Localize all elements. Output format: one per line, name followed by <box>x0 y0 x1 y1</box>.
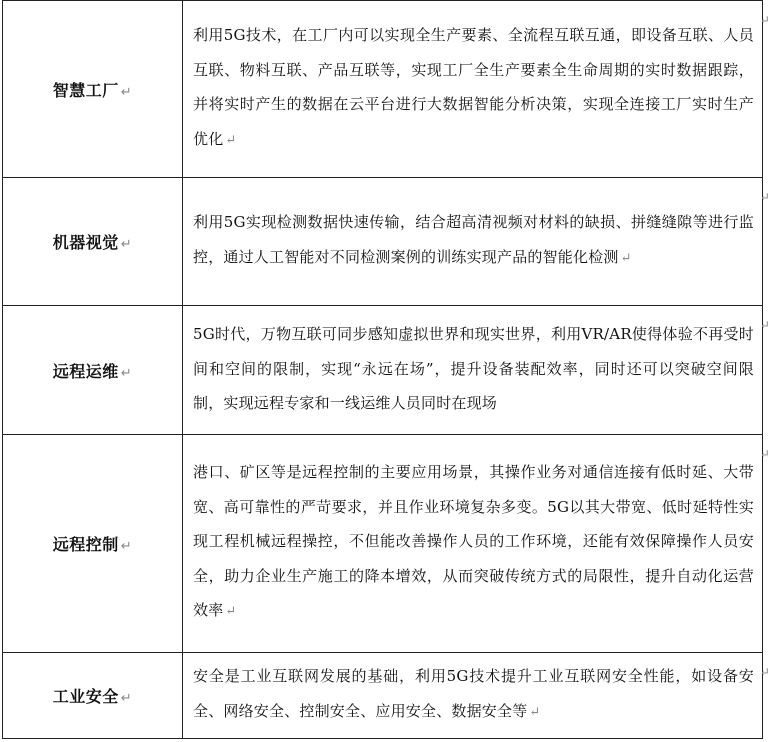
paragraph-mark-icon: ↵ <box>225 604 237 620</box>
description-cell <box>183 306 770 435</box>
description-cell <box>183 178 770 306</box>
term-label: 机器视觉 <box>52 233 119 252</box>
description-text: 利用5G实现检测数据快速传输，结合超高清视频对材料的缺损、拼缝缝隙等进行监控，通过人工智能对不同检测案例的训练实现产品的智能化检测 <box>193 213 754 266</box>
table-row <box>3 306 763 435</box>
term-cell <box>3 178 183 306</box>
paragraph-mark-icon: ↵ <box>120 365 133 381</box>
paragraph-mark-icon: ↵ <box>620 250 632 266</box>
table-row <box>3 178 763 306</box>
description-text: 利用5G技术，在工厂内可以实现全生产要素、全流程互联互通，即设备互联、人员互联、物料互联、产品互联等，实现工厂全生产要素全生命周期的实时数据跟踪，并将实时产生的数据在云平台进行大数据智能分析决策，实现全连接工厂实时生产优化 <box>193 26 754 148</box>
description-cell <box>183 653 770 739</box>
description-cell <box>183 1 770 178</box>
term-cell <box>3 435 183 653</box>
term-label: 远程运维 <box>52 361 119 381</box>
term-label: 远程控制 <box>52 535 119 554</box>
paragraph-mark-icon: ↵ <box>759 318 770 332</box>
term-label: 工业安全 <box>52 687 119 706</box>
paragraph-mark-icon: ↵ <box>225 132 237 148</box>
paragraph-mark-icon: ↵ <box>120 691 133 706</box>
application-table <box>2 0 770 739</box>
term-cell <box>3 1 183 178</box>
paragraph-mark-icon: ↵ <box>120 237 133 252</box>
table-row <box>3 1 763 178</box>
paragraph-mark-icon: ↵ <box>120 84 133 100</box>
description-text: 安全是工业互联网发展的基础，利用5G技术提升工业互联网安全性能，如设备安全、网络安全、控制安全、应用安全、数据安全等 <box>193 667 754 720</box>
paragraph-mark-icon: ↵ <box>529 704 541 720</box>
term-cell <box>3 653 183 739</box>
paragraph-mark-icon: ↵ <box>759 447 770 461</box>
paragraph-mark-icon: ↵ <box>759 190 770 204</box>
term-cell <box>3 306 183 435</box>
table-row <box>3 653 763 739</box>
paragraph-mark-icon: ↵ <box>120 539 133 554</box>
description-text: 5G时代，万物互联可同步感知虚拟世界和现实世界，利用VR/AR使得体验不再受时间和空间的限制，实现“永远在场”，提升设备装配效率，同时还可以突破空间限制，实现远程专家和一线运维人员同时在现场 <box>193 325 754 413</box>
description-text: 港口、矿区等是远程控制的主要应用场景，其操作业务对通信连接有低时延、大带宽、高可靠性的严苛要求，并且作业环境复杂多变。5G以其大带宽、低时延特性实现工程机械远程操控，不但能改善操作人员的工作环境，还能有效保障操作人员安全，助力企业生产施工的降本增效，从而突破传统方式的局限性，提升自动化运营效率 <box>193 463 754 620</box>
paragraph-mark-icon: ↵ <box>759 13 770 27</box>
table-row <box>3 435 763 653</box>
paragraph-mark-icon: ↵ <box>759 665 770 679</box>
description-cell <box>183 435 770 653</box>
term-label: 智慧工厂 <box>52 80 119 100</box>
